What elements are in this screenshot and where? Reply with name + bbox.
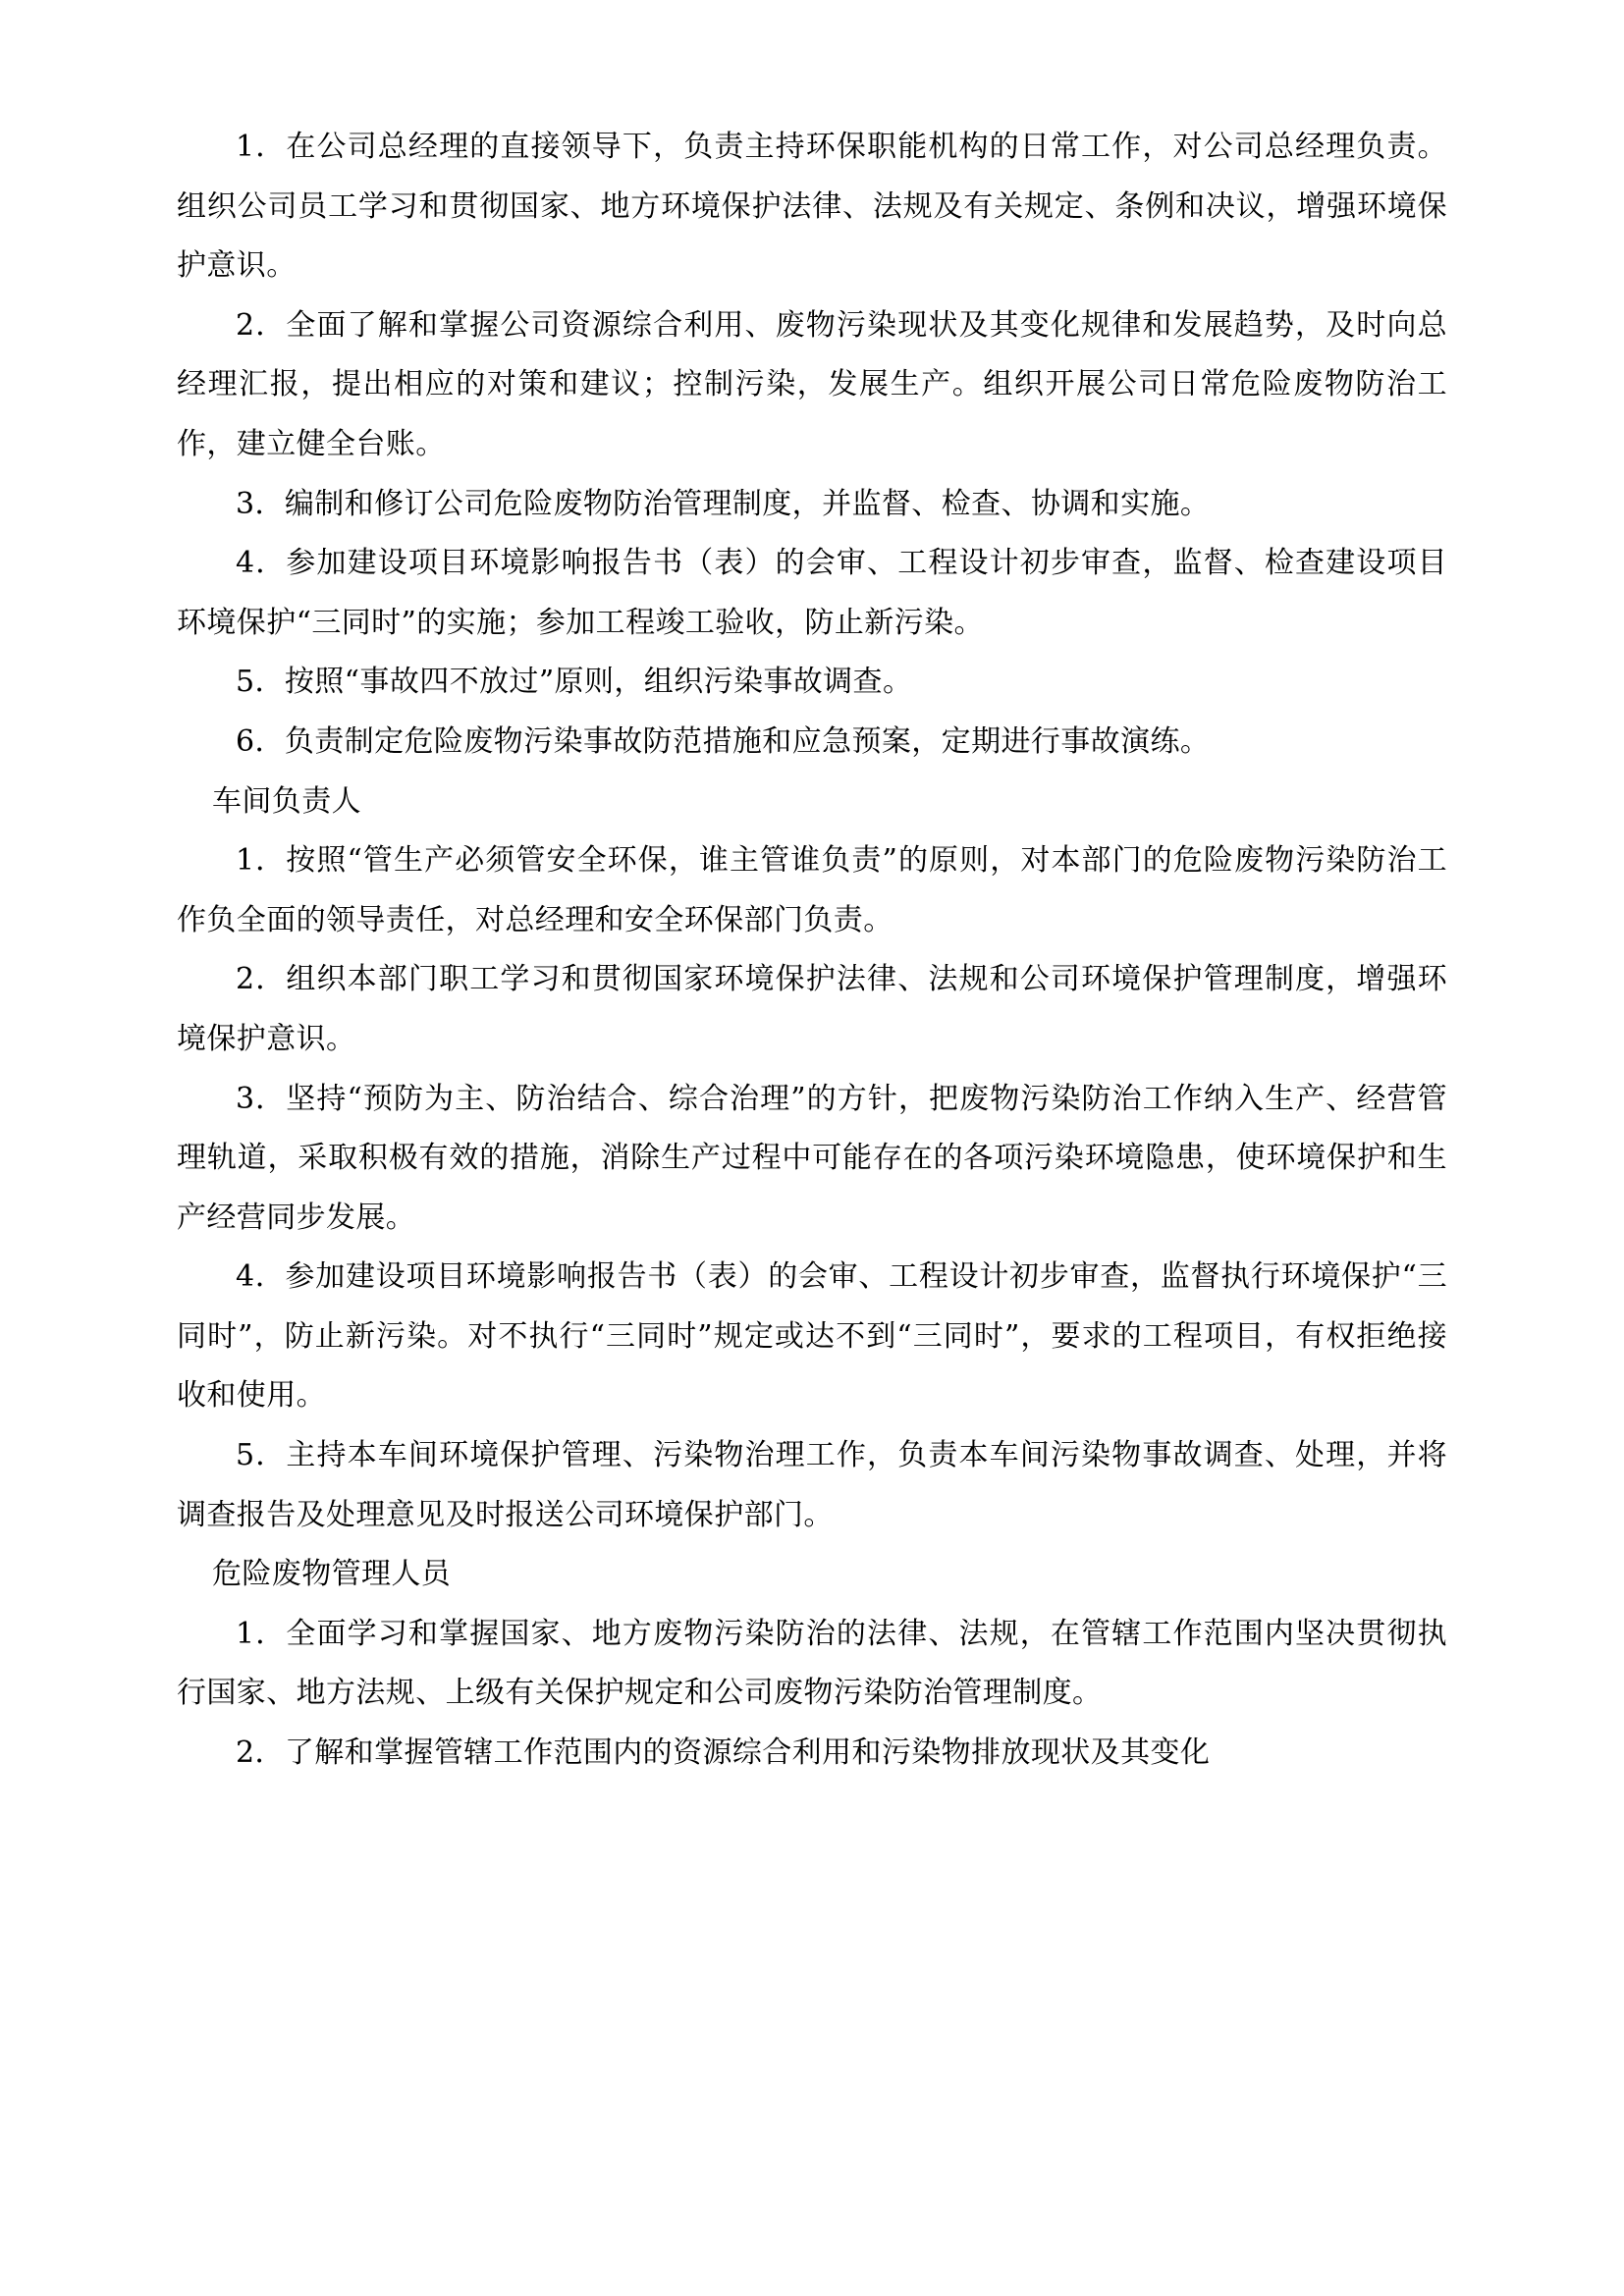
paragraph-staff-item-1: 1．全面学习和掌握国家、地方废物污染防治的法律、法规，在管辖工作范围内坚决贯彻执行国家、地方法规、上级有关保护规定和公司废物污染防治管理制度。: [177, 1616, 1447, 1711]
paragraph-staff-item-2: 2．了解和掌握管辖工作范围内的资源综合利用和污染物排放现状及其变化: [236, 1735, 1211, 1771]
paragraph-workshop-item-1: 1．按照“管生产必须管安全环保，谁主管谁负责”的原则，对本部门的危险废物污染防治工作负全面的领导责任，对总经理和安全环保部门负责。: [177, 843, 1447, 937]
paragraph-item-3: 3．编制和修订公司危险废物防治管理制度，并监督、检查、协调和实施。: [236, 486, 1211, 521]
paragraph-workshop-item-5: 5．主持本车间环境保护管理、污染物治理工作，负责本车间污染物事故调查、处理，并将调查报告及处理意见及时报送公司环境保护部门。: [177, 1438, 1447, 1532]
paragraph-item-6: 6．负责制定危险废物污染事故防范措施和应急预案，定期进行事故演练。: [236, 723, 1211, 759]
section-heading-hazardous-waste-staff: 危险废物管理人员: [212, 1557, 452, 1592]
paragraph-workshop-item-2: 2．组织本部门职工学习和贯彻国家环境保护法律、法规和公司环境保护管理制度，增强环境保护意识。: [177, 962, 1447, 1056]
section-heading-workshop-manager: 车间负责人: [212, 783, 361, 819]
paragraph-item-4: 4．参加建设项目环境影响报告书（表）的会审、工程设计初步审查，监督、检查建设项目环境保护“三同时”的实施；参加工程竣工验收，防止新污染。: [177, 546, 1447, 640]
paragraph-item-1: 1．在公司总经理的直接领导下，负责主持环保职能机构的日常工作，对公司总经理负责。组织公司员工学习和贯彻国家、地方环境保护法律、法规及有关规定、条例和决议，增强环境保护意识。: [177, 130, 1447, 284]
paragraph-workshop-item-4: 4．参加建设项目环境影响报告书（表）的会审、工程设计初步审查，监督执行环境保护“三同时”，防止新污染。对不执行“三同时”规定或达不到“三同时”，要求的工程项目，有权拒绝接收和使用。: [177, 1259, 1447, 1414]
document-body: [177, 118, 1447, 1784]
paragraph-item-2: 2．全面了解和掌握公司资源综合利用、废物污染现状及其变化规律和发展趋势，及时向总经理汇报，提出相应的对策和建议；控制污染，发展生产。组织开展公司日常危险废物防治工作，建立健全台账。: [177, 307, 1447, 461]
paragraph-workshop-item-3: 3．坚持“预防为主、防治结合、综合治理”的方针，把废物污染防治工作纳入生产、经营管理轨道，采取积极有效的措施，消除生产过程中可能存在的各项污染环境隐患，使环境保护和生产经营同步发展。: [177, 1081, 1447, 1235]
paragraph-item-5: 5．按照“事故四不放过”原则，组织污染事故调查。: [236, 665, 913, 700]
